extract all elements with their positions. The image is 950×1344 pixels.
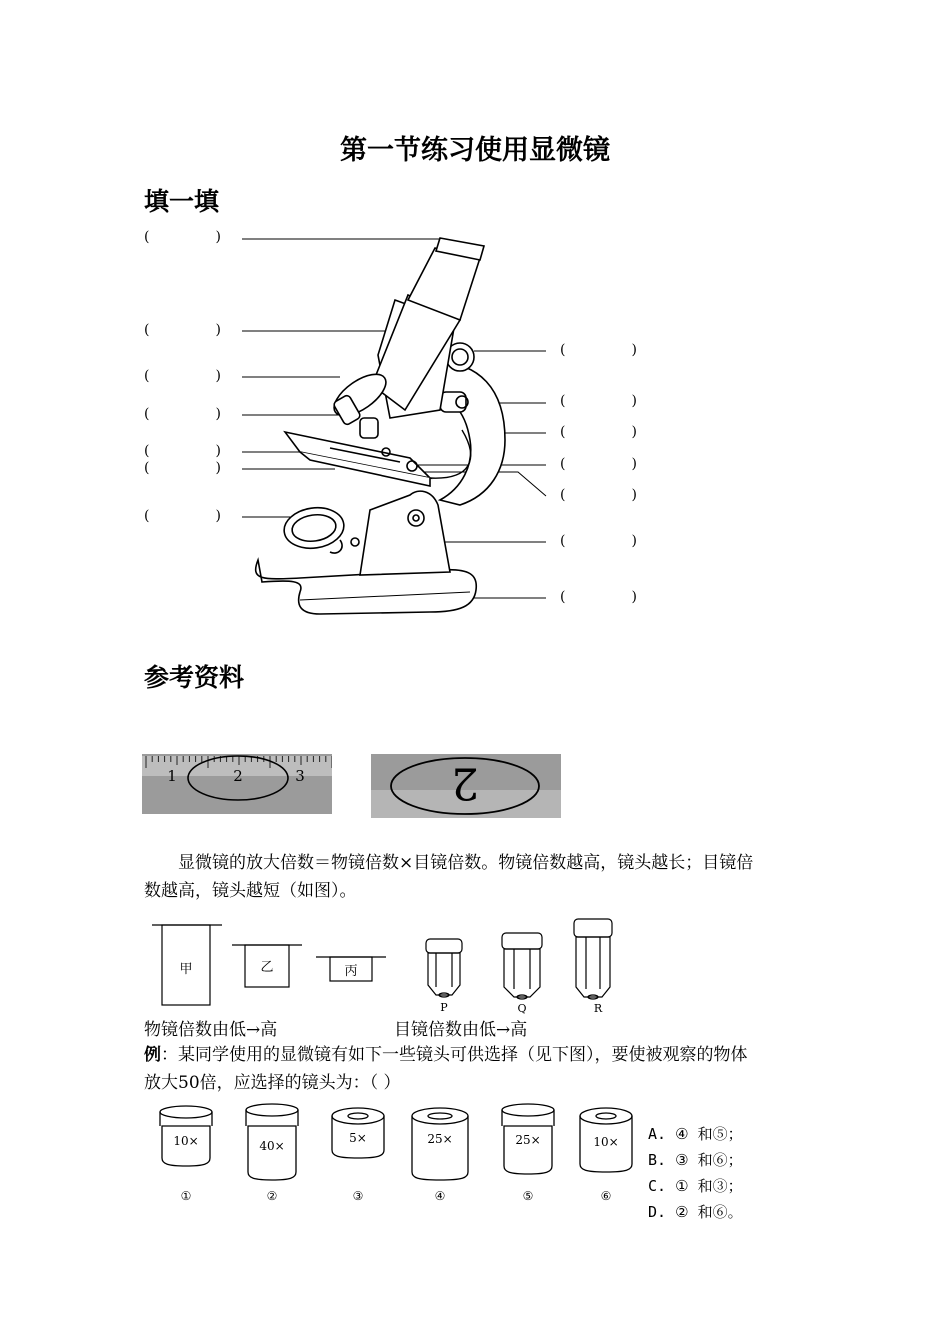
lens-mark-3: 5× bbox=[349, 1131, 367, 1145]
option-c[interactable]: C. ① 和③； bbox=[648, 1177, 743, 1195]
label-blank-left-3: ( ) bbox=[144, 368, 221, 384]
objective-label-bing: 丙 bbox=[344, 964, 358, 979]
mirror-digit: 2 bbox=[451, 757, 479, 808]
lens-number-2: ② bbox=[266, 1189, 278, 1203]
lens-mark-5: 25× bbox=[515, 1133, 541, 1147]
lens-number-1: ① bbox=[180, 1189, 192, 1203]
label-blank-right-1: ( ) bbox=[560, 342, 637, 358]
magnification-paragraph bbox=[144, 849, 824, 905]
ruler-label-1: 1 bbox=[167, 767, 177, 785]
label-blank-right-2: ( ) bbox=[560, 393, 637, 409]
label-blank-left-2: ( ) bbox=[144, 322, 221, 338]
label-blank-left-6: ( ) bbox=[144, 460, 221, 476]
ruler-figure bbox=[142, 754, 332, 814]
ruler-label-3: 3 bbox=[295, 767, 305, 785]
answer-options bbox=[648, 1121, 743, 1225]
lens-choices-figure bbox=[150, 1100, 640, 1210]
ruler-label-2: 2 bbox=[233, 767, 243, 785]
para-line-2: 数越高，镜头越短（如图）。 bbox=[144, 881, 357, 901]
label-blank-right-4: ( ) bbox=[560, 456, 637, 472]
label-blank-right-6: ( ) bbox=[560, 533, 637, 549]
lens-number-4: ④ bbox=[434, 1189, 446, 1203]
para-line-1: 显微镜的放大倍数＝物镜倍数×目镜倍数。物镜倍数越高，镜头越长；目镜倍 bbox=[178, 853, 754, 873]
objective-label-jia: 甲 bbox=[179, 962, 193, 977]
option-b[interactable]: B. ③ 和⑥； bbox=[648, 1151, 743, 1169]
section-heading-ref: 参考资料 bbox=[144, 663, 245, 692]
eyepiece-label-r: R bbox=[593, 1002, 603, 1015]
microscope-diagram bbox=[0, 0, 950, 640]
label-blank-left-7: ( ) bbox=[144, 508, 221, 524]
option-a[interactable]: A. ④ 和⑤； bbox=[648, 1125, 743, 1143]
lens-mark-1: 10× bbox=[173, 1134, 199, 1148]
lens-number-6: ⑥ bbox=[600, 1189, 612, 1203]
example-label: 例 bbox=[144, 1045, 161, 1065]
label-blank-left-1: ( ) bbox=[144, 229, 221, 245]
magnified-view-figure bbox=[371, 754, 561, 818]
option-d[interactable]: D. ② 和⑥。 bbox=[648, 1203, 743, 1221]
lens-mark-2: 40× bbox=[259, 1139, 285, 1153]
label-blank-right-5: ( ) bbox=[560, 487, 637, 503]
example-line-2: 放大50倍，应选择的镜头为：（ ） bbox=[144, 1073, 401, 1093]
page-title: 第一节练习使用显微镜 bbox=[340, 135, 610, 166]
example-line-1: ：某同学使用的显微镜有如下一些镜头可供选择（见下图），要使被观察的物体 bbox=[161, 1045, 748, 1065]
objective-eyepiece-figure bbox=[140, 915, 660, 1015]
label-blank-right-7: ( ) bbox=[560, 589, 637, 605]
label-blank-left-5: ( ) bbox=[144, 443, 221, 459]
lens-mark-4: 25× bbox=[427, 1132, 453, 1146]
label-blank-right-3: ( ) bbox=[560, 424, 637, 440]
section-heading-fill: 填一填 bbox=[144, 187, 220, 216]
eyepiece-label-q: Q bbox=[517, 1002, 527, 1015]
lens-mark-6: 10× bbox=[593, 1135, 619, 1149]
lens-number-3: ③ bbox=[352, 1189, 364, 1203]
label-blank-left-4: ( ) bbox=[144, 406, 221, 422]
lens-number-5: ⑤ bbox=[522, 1189, 534, 1203]
caption-eyepiece: 目镜倍数由低→高 bbox=[394, 1020, 528, 1040]
caption-objective: 物镜倍数由低→高 bbox=[144, 1020, 278, 1040]
objective-label-yi: 乙 bbox=[260, 960, 274, 975]
example-question bbox=[144, 1041, 824, 1097]
eyepiece-label-p: P bbox=[440, 1001, 448, 1014]
